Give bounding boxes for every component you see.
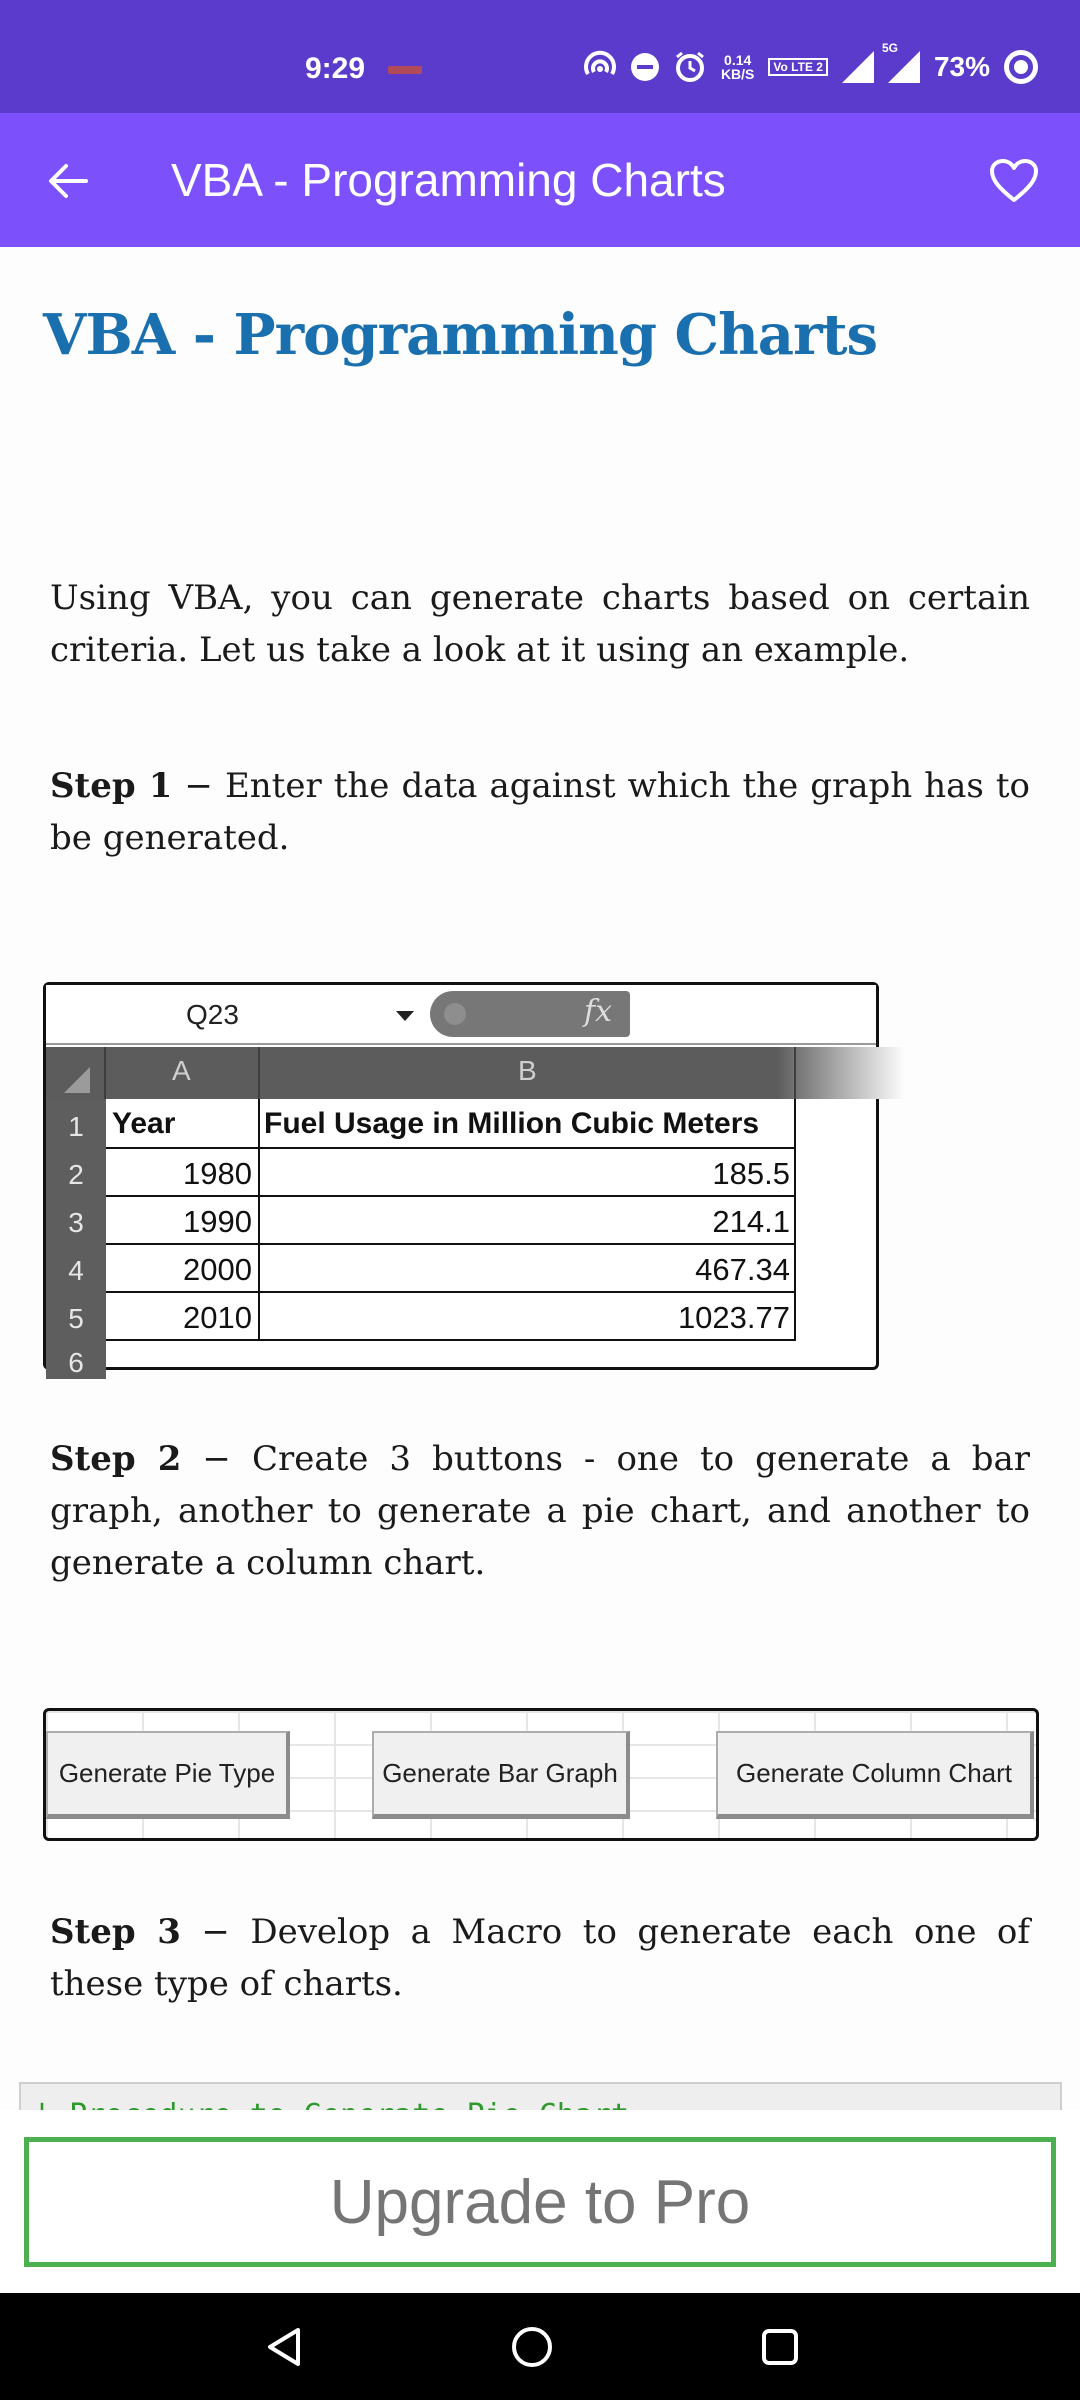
generate-pie-button-image: Generate Pie Type (46, 1731, 290, 1819)
back-button[interactable] (40, 153, 96, 209)
net-speed-unit: KB/S (720, 66, 755, 82)
heart-outline-icon (989, 158, 1039, 204)
cell-year: 2000 (183, 1252, 252, 1287)
step1-label: Step 1 (50, 766, 173, 806)
step3-label: Step 3 (50, 1912, 181, 1952)
app-title: VBA - Programming Charts (171, 154, 726, 206)
status-bar (0, 0, 1080, 113)
battery-percent: 73% (933, 51, 990, 82)
cell-usage: 214.1 (712, 1204, 790, 1239)
step2-text: − Create 3 buttons - one to generate a bar graph, another to generate a pie chart, and another to generate a column chart. (50, 1439, 1030, 1583)
dnd-icon (631, 53, 659, 81)
grid-line (106, 1339, 794, 1341)
hotspot-icon (583, 52, 617, 82)
battery-icon (1004, 50, 1038, 84)
cell-year: 2010 (183, 1300, 252, 1335)
generate-bar-button-image: Generate Bar Graph (372, 1731, 630, 1819)
article-content[interactable] (0, 247, 1080, 2110)
nav-back-button[interactable] (252, 2315, 316, 2379)
nav-recents-button[interactable] (748, 2315, 812, 2379)
back-triangle-icon (264, 2326, 304, 2368)
signal-icon (842, 51, 874, 83)
status-time: 9:29 (305, 52, 366, 85)
grid-line (106, 1147, 794, 1149)
row-number: 6 (68, 1347, 84, 1378)
step2-label: Step 2 (50, 1439, 182, 1479)
grid-line (106, 1195, 794, 1197)
step1-paragraph (50, 760, 1030, 864)
network-type: 5G (881, 41, 898, 55)
dropdown-arrow-icon (396, 1011, 414, 1021)
column-divider (258, 1047, 260, 1099)
upgrade-banner (0, 2110, 1080, 2293)
row-number: 2 (68, 1159, 84, 1190)
cell-year: 1990 (183, 1204, 252, 1239)
step3-text: − Develop a Macro to generate each one of these type of charts. (50, 1912, 1030, 2004)
notification-mini-icon (388, 66, 422, 74)
formula-bar (46, 985, 876, 1045)
formula-dot-icon (444, 1003, 466, 1025)
system-nav-bar (0, 2293, 1080, 2400)
step3-paragraph (50, 1906, 1030, 2010)
column-b-header: B (518, 1055, 537, 1086)
cell-usage: 1023.77 (677, 1300, 790, 1335)
cell-usage: 467.34 (695, 1252, 790, 1287)
recents-square-icon (760, 2327, 800, 2367)
name-box: Q23 (186, 999, 239, 1030)
row-number: 4 (68, 1255, 84, 1286)
row-number: 1 (68, 1111, 84, 1142)
fx-icon: fx (584, 994, 613, 1029)
corner-triangle-icon (64, 1067, 90, 1093)
spreadsheet-image (43, 982, 879, 1378)
nav-home-button[interactable] (500, 2315, 564, 2379)
grid-line (106, 1291, 794, 1293)
status-icons (583, 41, 1038, 84)
app-bar (0, 113, 1080, 247)
volte-icon: Vo LTE 2 (768, 58, 828, 76)
grid-line (106, 1243, 794, 1245)
header-cell-year: Year (112, 1107, 176, 1140)
cell-usage: 185.5 (712, 1156, 790, 1191)
step2-paragraph (50, 1433, 1030, 1589)
header-cell-fuel-usage: Fuel Usage in Million Cubic Meters (264, 1107, 760, 1140)
net-speed-value: 0.14 (724, 52, 752, 68)
alarm-icon (673, 50, 707, 84)
excel-buttons-image (43, 1708, 1039, 1841)
signal-5g-icon (881, 41, 920, 83)
net-speed (721, 53, 754, 81)
generate-column-button-image: Generate Column Chart (716, 1731, 1034, 1819)
step1-text: − Enter the data against which the graph has to be generated. (50, 766, 1030, 858)
home-circle-icon (510, 2325, 554, 2369)
row-number: 3 (68, 1207, 84, 1238)
upgrade-to-pro-button[interactable]: Upgrade to Pro (24, 2137, 1056, 2267)
column-divider (794, 1047, 796, 1099)
grid-line (258, 1099, 260, 1341)
favorite-button[interactable] (984, 151, 1044, 211)
cell-year: 1980 (183, 1156, 252, 1191)
intro-paragraph: Using VBA, you can generate charts based on certain criteria. Let us take a look at it using an example. (50, 578, 1030, 670)
arrow-left-icon (46, 159, 90, 203)
column-a-header: A (172, 1055, 191, 1086)
row-number: 5 (68, 1303, 84, 1334)
grid-line (794, 1099, 796, 1341)
page-title: VBA - Programming Charts (43, 302, 877, 368)
